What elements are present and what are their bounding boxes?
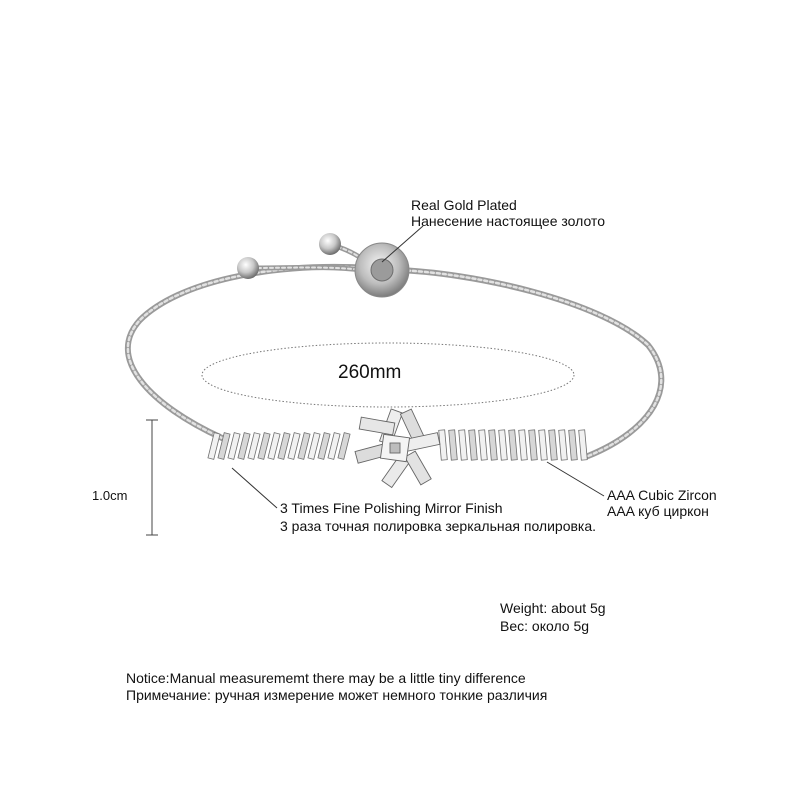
end-ball-left xyxy=(237,257,259,279)
plating-label-en: Real Gold Plated xyxy=(411,197,517,213)
zircon-label-ru: AAA куб циркон xyxy=(607,503,709,519)
notice-ru: Примечание: ручная измерение может немного тонкие различия xyxy=(126,687,548,703)
polish-label-ru: 3 раза точная полировка зеркальная полировка. xyxy=(280,518,597,534)
baguette-bar-right xyxy=(439,430,588,460)
notice-en: Notice:Manual measurememt there may be a little tiny difference xyxy=(126,670,526,686)
weight-label-en: Weight: about 5g xyxy=(500,600,606,616)
zircon-leader-line xyxy=(547,462,604,496)
width-label: 1.0cm xyxy=(92,488,128,503)
polish-label-en: 3 Times Fine Polishing Mirror Finish xyxy=(280,500,503,516)
weight-label-ru: Вес: около 5g xyxy=(500,618,590,634)
polish-leader-line xyxy=(232,468,277,508)
plating-label-ru: Нанесение настоящее золото xyxy=(411,213,605,229)
zircon-label-en: AAA Cubic Zircon xyxy=(607,487,717,503)
slider-bead xyxy=(355,243,409,297)
end-ball-right xyxy=(319,233,341,255)
length-label: 260mm xyxy=(338,362,402,383)
width-dimension-bracket xyxy=(146,420,158,535)
center-flower-cluster xyxy=(355,409,440,488)
baguette-bar-left xyxy=(208,433,350,460)
